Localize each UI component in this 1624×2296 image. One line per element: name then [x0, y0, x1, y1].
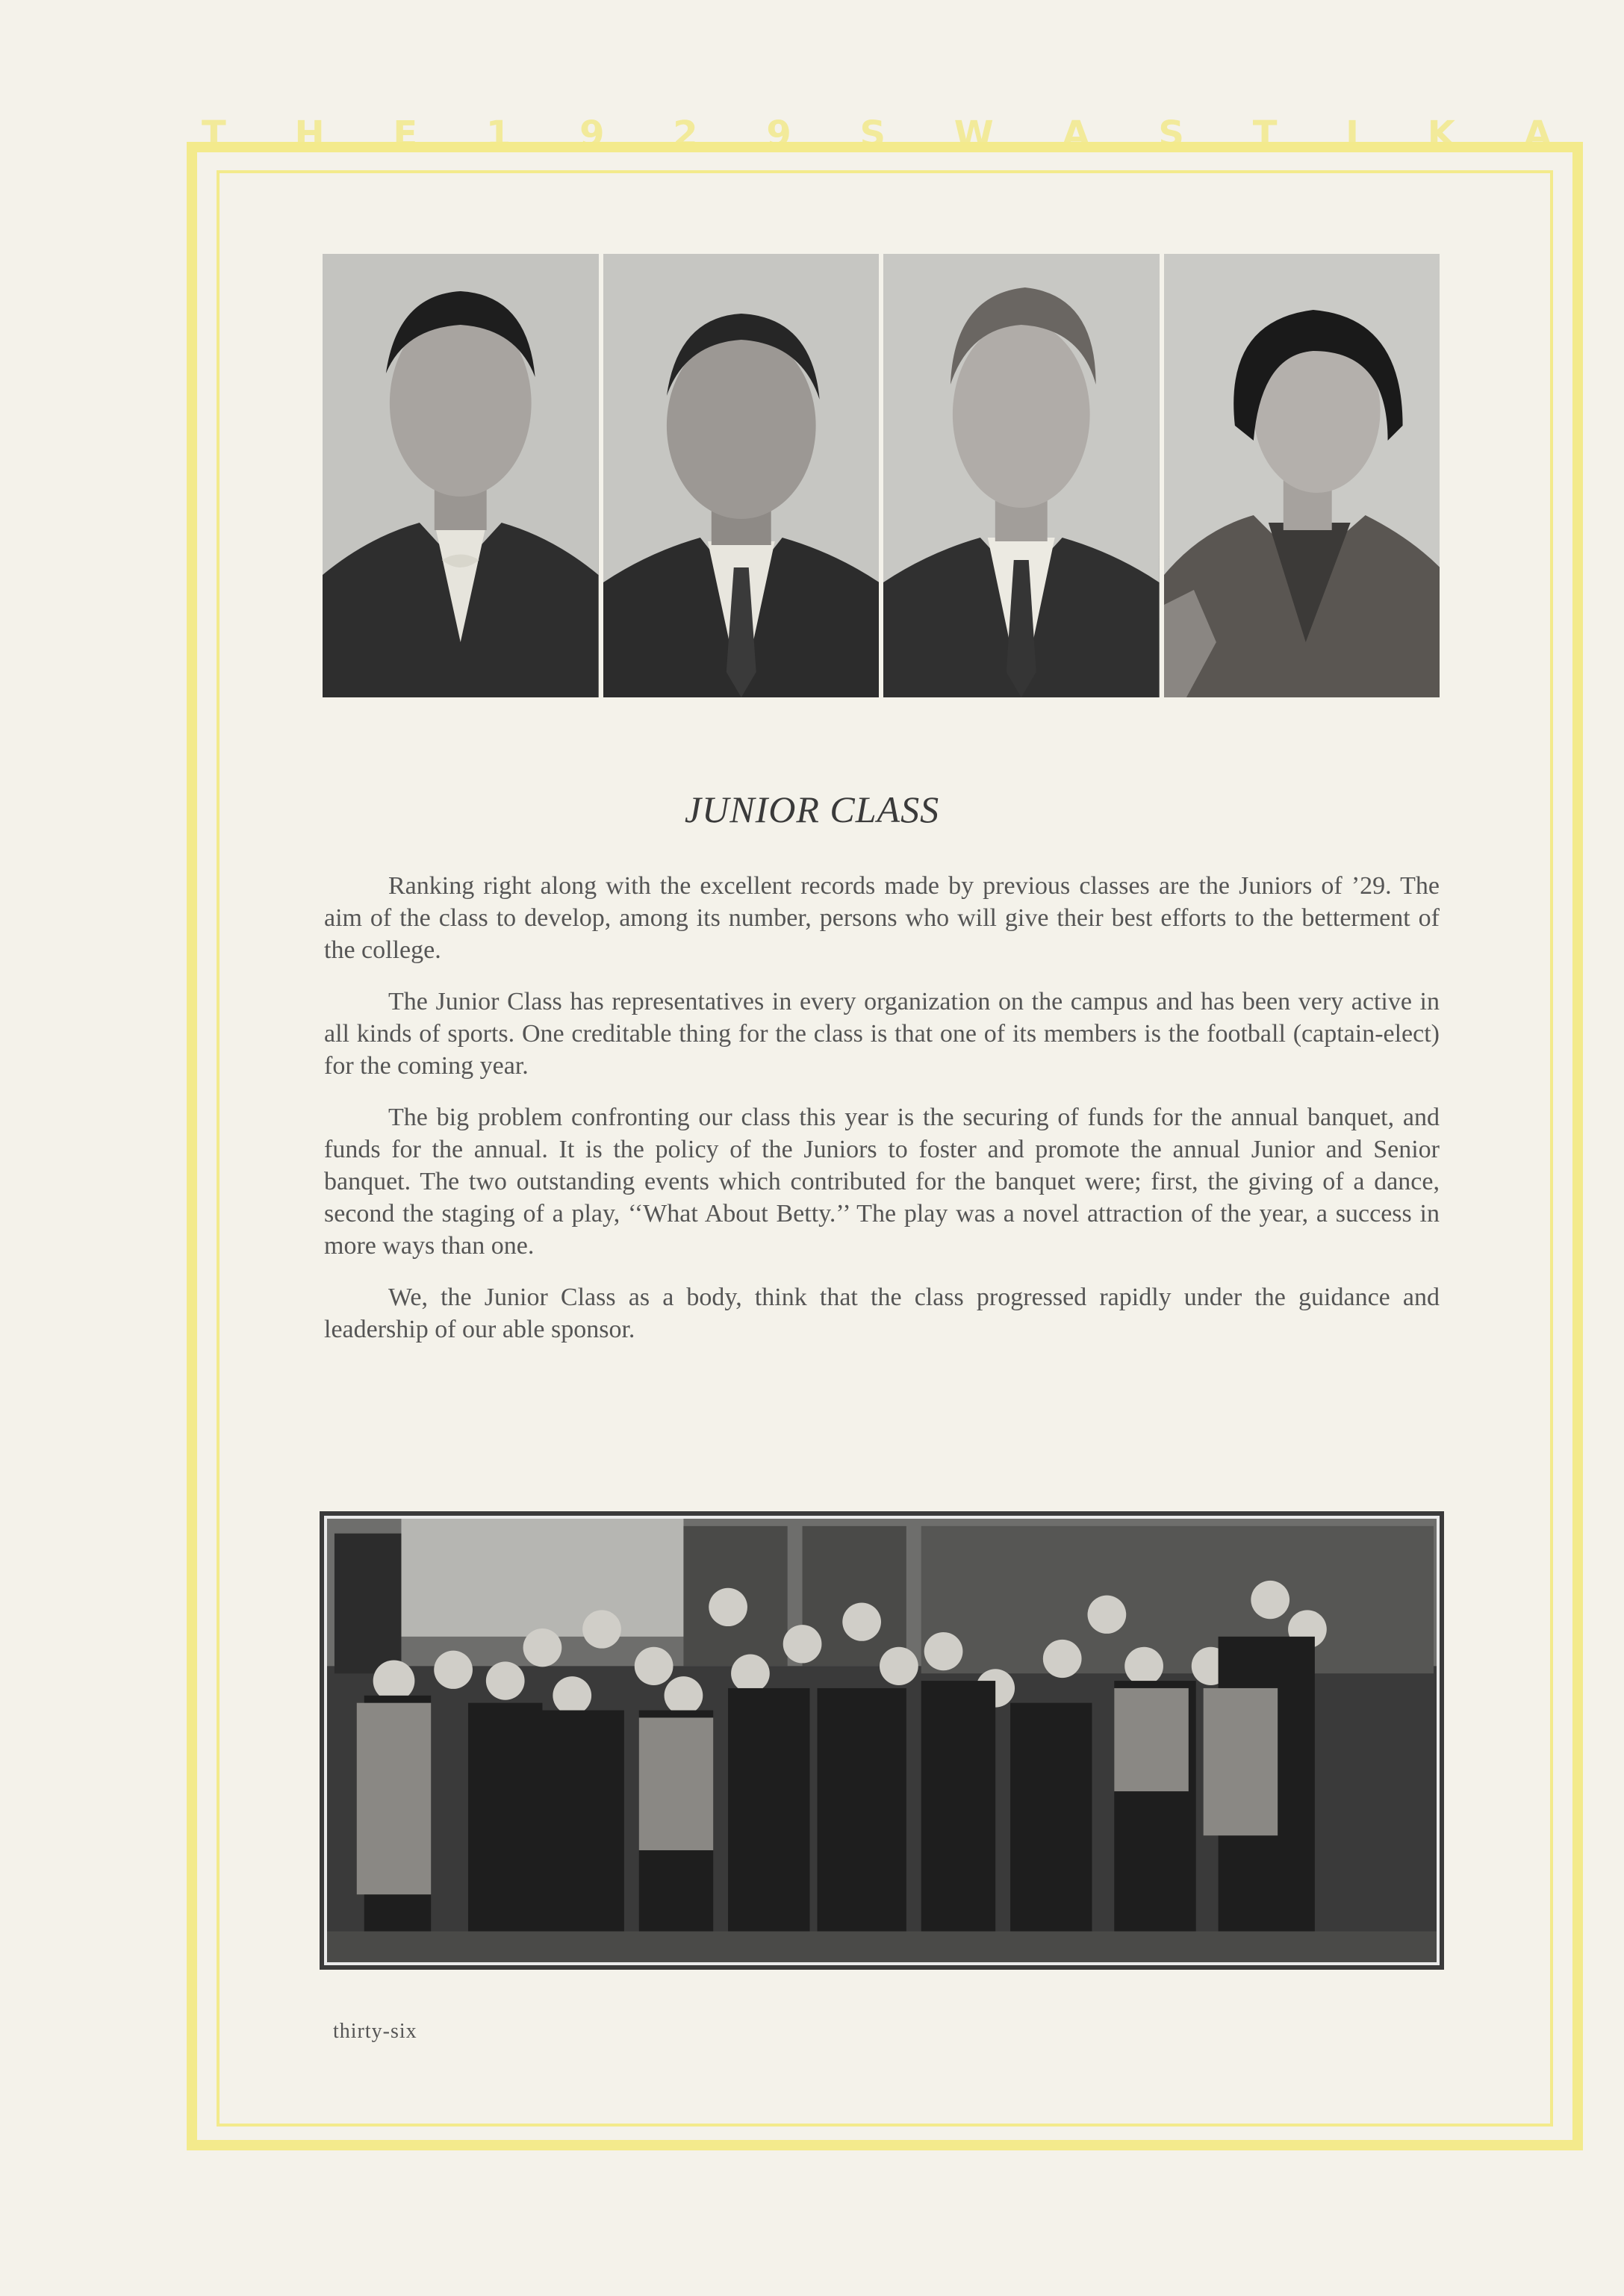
header-letter: S	[1158, 113, 1186, 155]
header-letter: S	[859, 113, 888, 155]
header-letter: A	[1062, 113, 1092, 155]
paragraph: The big problem confronting our class this year is the securing of funds for the annual banquet, and funds for the annual. It is the policy of the Juniors to foster and promote the annual Junior and Senior banquet. The two outstanding events which contributed for the banquet were; first, the giving of a dance, second the staging of a play, ‘‘What About Betty.’’ The play was a novel attraction of the year, a success in more ways than one.	[324, 1104, 1440, 1260]
page-number: thirty-six	[333, 2020, 417, 2043]
header-letter: A	[1523, 113, 1553, 155]
header-letter: 1	[485, 113, 513, 155]
paragraph: We, the Junior Class as a body, think that the class progressed rapidly under the guidance and leadership of our able sponsor.	[324, 1284, 1440, 1343]
officer-portraits	[323, 254, 1440, 697]
header-letter: 9	[579, 113, 606, 155]
paragraph: Ranking right along with the excellent records made by previous classes are the Juniors of ’29. The aim of the class to develop, among its number, persons who will give their best efforts to the betterment of the college.	[324, 872, 1440, 964]
article-body	[324, 870, 1440, 1365]
portrait-photo	[603, 254, 880, 697]
paragraph: The Junior Class has representatives in every organization on the campus and has been very active in all kinds of sports. One creditable thing for the class is that one of its members is the football (captain-elect) for the coming year.	[324, 988, 1440, 1080]
header-letter: T	[1252, 113, 1279, 155]
header-letter: T	[202, 113, 228, 155]
portrait-photo	[1164, 254, 1440, 697]
header-letter: K	[1427, 113, 1457, 155]
header-letter: I	[1345, 113, 1361, 155]
class-group-photo	[324, 1516, 1440, 1965]
portrait-photo	[323, 254, 599, 697]
header-letter: 2	[673, 113, 700, 155]
header-letter: W	[953, 113, 995, 155]
page-title: JUNIOR CLASS	[684, 788, 940, 830]
header-letter: H	[294, 113, 326, 155]
header-letter: E	[393, 113, 420, 155]
portrait-photo	[883, 254, 1160, 697]
header-letter: 9	[766, 113, 793, 155]
